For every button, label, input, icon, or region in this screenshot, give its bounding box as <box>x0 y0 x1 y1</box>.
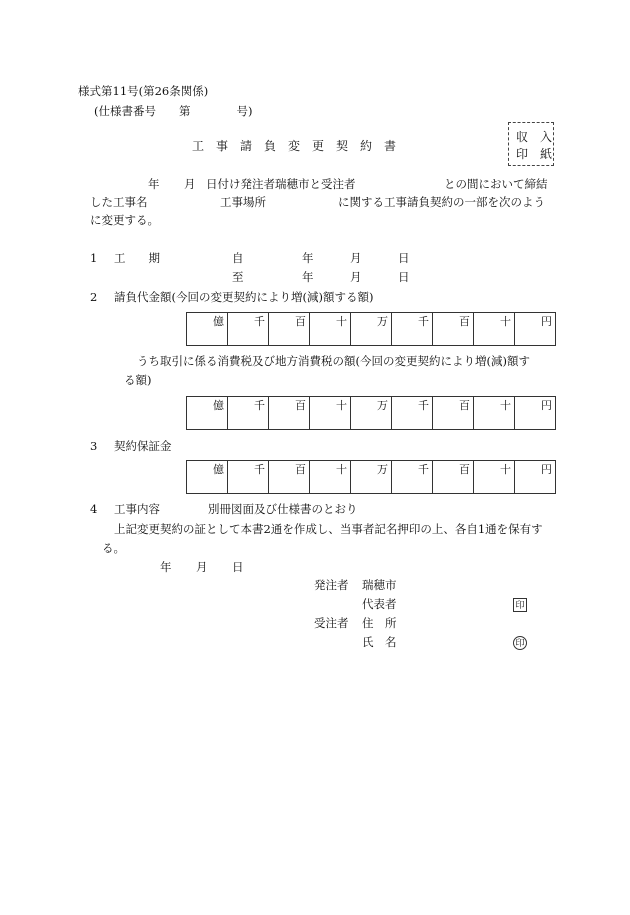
orderer-seal-icon: 印 <box>513 598 527 612</box>
item2-number: 2 <box>90 290 98 304</box>
digit-cell: 百 <box>433 313 474 346</box>
period-to-month: 月 <box>350 270 362 284</box>
digit-cell: 十 <box>474 461 515 494</box>
item1-number: 1 <box>90 251 98 265</box>
period-to-year: 年 <box>302 270 314 284</box>
tax-label-line1: うち取引に係る消費税及び地方消費税の額(今回の変更契約により増(減)額す <box>137 354 530 368</box>
digit-cell: 百 <box>269 461 310 494</box>
item2-label: 請負代金額(今回の変更契約により増(減)額する額) <box>114 290 374 304</box>
item3-label: 契約保証金 <box>114 439 172 453</box>
digit-cell: 円 <box>515 397 556 430</box>
closing-line1: 上記変更契約の証として本書2通を作成し、当事者記名押印の上、各自1通を保有す <box>114 522 543 536</box>
period-from-month: 月 <box>350 251 362 265</box>
digit-cell: 千 <box>392 313 433 346</box>
digit-cell: 億 <box>187 461 228 494</box>
digit-cell: 億 <box>187 397 228 430</box>
digit-cell: 千 <box>228 313 269 346</box>
digit-cell: 十 <box>310 461 351 494</box>
orderer-label: 発注者 <box>314 578 349 592</box>
digit-cell: 千 <box>228 397 269 430</box>
document-title: 工 事 請 負 変 更 契 約 書 <box>192 139 397 153</box>
digit-cell: 円 <box>515 313 556 346</box>
contract-amount-table <box>186 312 556 346</box>
contractor-seal-icon: 印 <box>513 636 527 650</box>
item4-number: 4 <box>90 502 98 516</box>
digit-cell: 円 <box>515 461 556 494</box>
period-from-day: 日 <box>398 251 410 265</box>
name-label: 氏 名 <box>362 635 397 649</box>
item4-label: 工事内容 <box>114 502 160 516</box>
stamp-label-line1: 収 入 <box>516 130 553 144</box>
intro-line3: に変更する。 <box>90 213 159 227</box>
period-from: 自 <box>232 251 244 265</box>
digit-cell: 万 <box>351 397 392 430</box>
digit-cell: 十 <box>474 397 515 430</box>
intro-tail: との間において締結 <box>444 177 548 191</box>
digit-cell: 千 <box>392 397 433 430</box>
digit-cell: 百 <box>269 313 310 346</box>
digit-cell: 千 <box>392 461 433 494</box>
closing-line2: る。 <box>102 541 125 555</box>
period-from-year: 年 <box>302 251 314 265</box>
form-number: 様式第11号(第26条関係) <box>78 84 209 98</box>
digit-cell: 十 <box>310 313 351 346</box>
digit-cell: 万 <box>351 313 392 346</box>
sign-date-year: 年 <box>160 560 172 574</box>
sign-date-day: 日 <box>232 560 244 574</box>
contractor-label: 受注者 <box>314 616 349 630</box>
revenue-stamp-box <box>508 122 554 166</box>
digit-cell: 千 <box>228 461 269 494</box>
item3-number: 3 <box>90 439 98 453</box>
digit-cell: 百 <box>433 461 474 494</box>
digit-cell: 十 <box>474 313 515 346</box>
item1-label: 工 期 <box>114 251 160 265</box>
orderer-name: 瑞穂市 <box>362 578 397 592</box>
intro-month: 月 <box>184 177 196 191</box>
item4-value: 別冊図面及び仕様書のとおり <box>208 502 358 516</box>
period-to: 至 <box>232 270 244 284</box>
spec-number: (仕様書番号 第 号) <box>94 104 253 118</box>
digit-cell: 十 <box>310 397 351 430</box>
intro-work-name: した工事名 <box>90 195 148 209</box>
representative-label: 代表者 <box>362 597 397 611</box>
digit-cell: 億 <box>187 313 228 346</box>
intro-work-place: 工事場所 <box>220 195 266 209</box>
intro-text: 日付け発注者瑞穂市と受注者 <box>206 177 356 191</box>
security-amount-table <box>186 460 556 494</box>
digit-cell: 万 <box>351 461 392 494</box>
digit-cell: 百 <box>269 397 310 430</box>
period-to-day: 日 <box>398 270 410 284</box>
address-label: 住 所 <box>362 616 397 630</box>
intro-line2-tail: に関する工事請負契約の一部を次のよう <box>338 195 545 209</box>
digit-cell: 百 <box>433 397 474 430</box>
intro-year: 年 <box>148 177 160 191</box>
stamp-label-line2: 印 紙 <box>516 147 553 161</box>
tax-label-line2: る額) <box>124 373 152 387</box>
sign-date-month: 月 <box>196 560 208 574</box>
tax-amount-table <box>186 396 556 430</box>
